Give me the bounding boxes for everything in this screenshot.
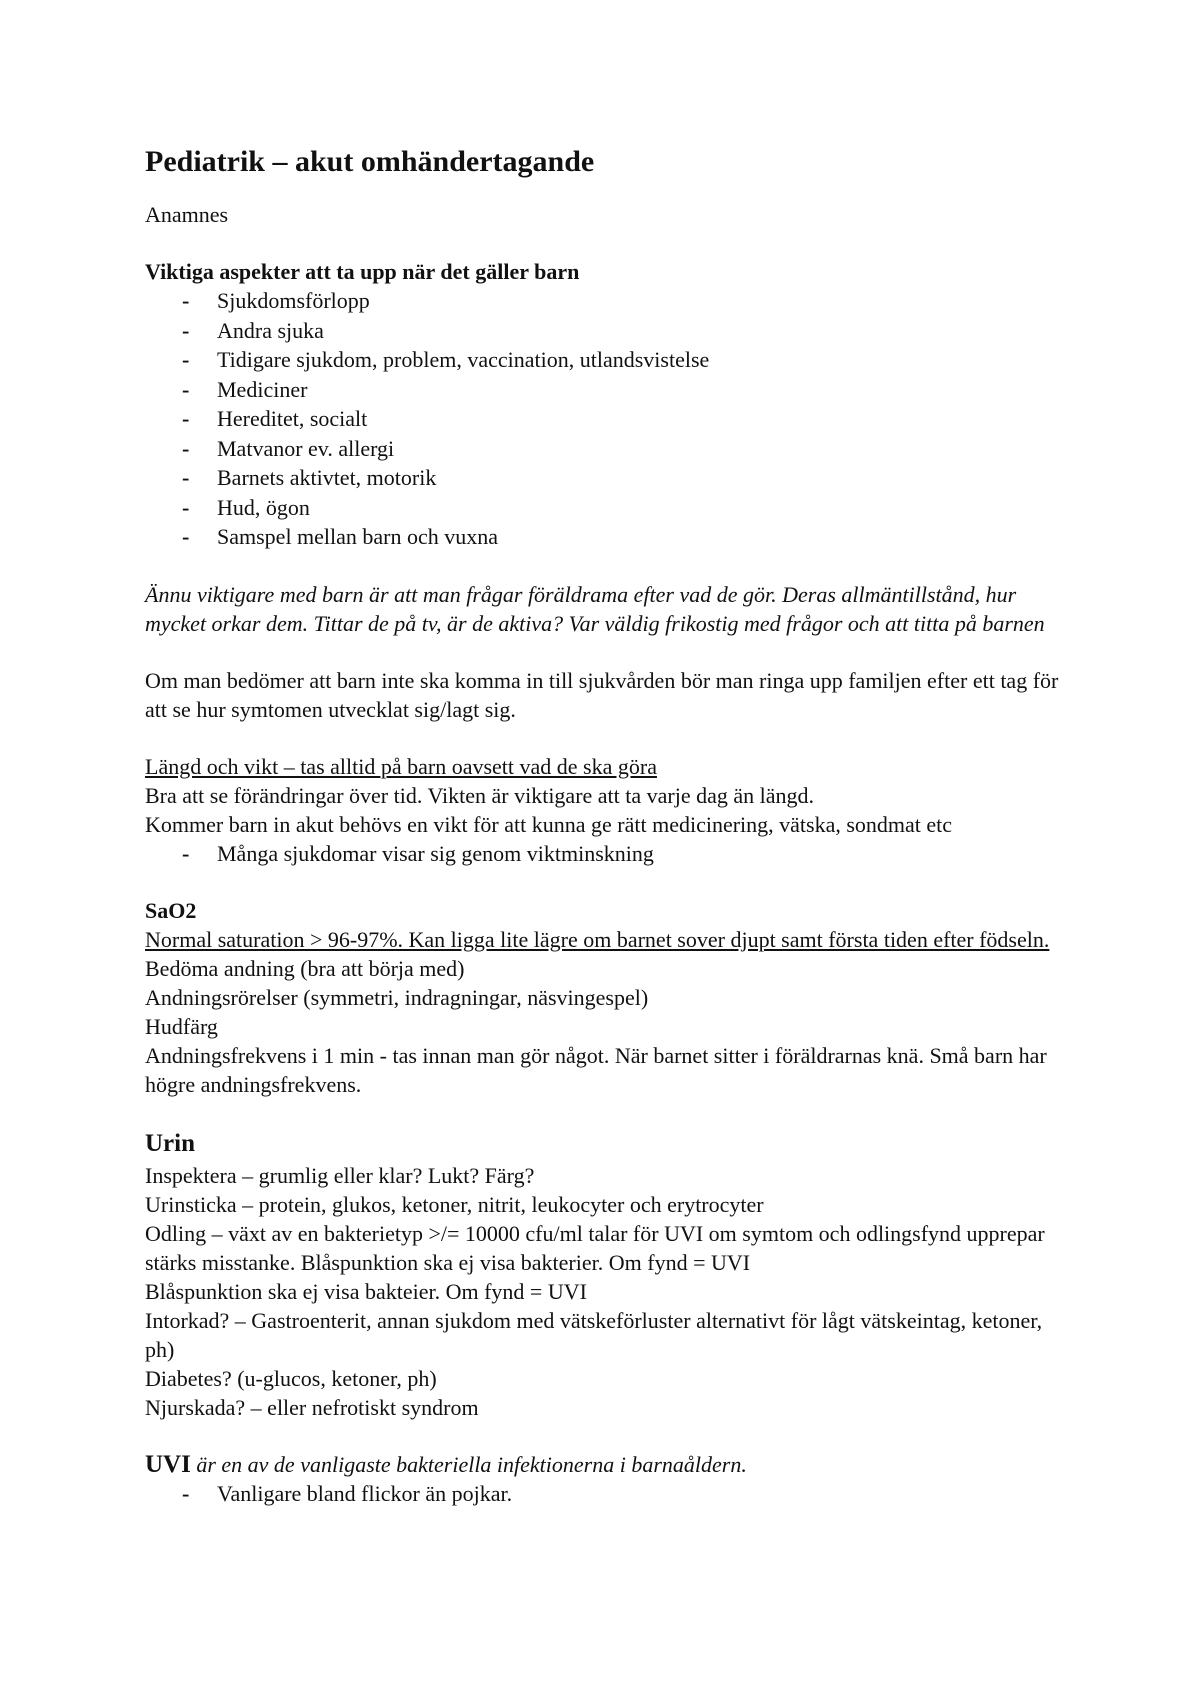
italic-paragraph: Ännu viktigare med barn är att man frågar föräldrama efter vad de gör. Deras allmäntillstånd, hur mycket orkar dem. Tittar de på tv, är de aktiva? Var väldig frikostig med frågor och att titta på barnen bbox=[145, 581, 1045, 636]
uvi-heading: UVI bbox=[145, 1451, 191, 1478]
urin-line: Odling – växt av en bakterietyp >/= 10000 cfu/ml talar för UVI om symtom och odlingsfynd upprepar stärks misstanke. Blåspunktion ska ej visa bakterier. Om fynd = UVI bbox=[145, 1221, 1045, 1275]
urin-line: Njurskada? – eller nefrotiskt syndrom bbox=[145, 1395, 479, 1420]
page-title: Pediatrik – akut omhändertagande bbox=[145, 145, 595, 178]
paragraph-call-family: Om man bedömer att barn inte ska komma in till sjukvården bör man ringa upp familjen efter ett tag för att se hur symtomen utvecklat sig/lagt sig. bbox=[145, 667, 1059, 722]
length-weight-list bbox=[145, 839, 1075, 869]
length-weight-line-2: Kommer barn in akut behövs en vikt för att kunna ge rätt medicinering, vätska, sondmat etc bbox=[145, 811, 953, 837]
list-item: - Samspel mellan barn och vuxna bbox=[145, 522, 1075, 552]
uvi-list bbox=[145, 1479, 1075, 1509]
dash-bullet: - bbox=[182, 317, 190, 343]
sao2-normal-saturation: Normal saturation > 96-97%. Kan ligga lite lägre om barnet sover djupt samt första tiden efter födseln. bbox=[145, 927, 1050, 952]
dash-bullet: - bbox=[182, 406, 190, 431]
uvi-text: är en av de vanligaste bakteriella infektionerna i barnaåldern. bbox=[190, 1452, 747, 1477]
list-item: - Mediciner bbox=[145, 375, 1075, 405]
list-item: - Sjukdomsförlopp bbox=[145, 286, 1075, 316]
length-weight-line-1: Bra att se förändringar över tid. Vikten är viktigare att ta varje dag än längd. bbox=[145, 782, 815, 808]
important-heading: Viktiga aspekter att ta upp när det gäller barn bbox=[145, 259, 580, 284]
document-content bbox=[145, 140, 1075, 1509]
list-item: - Matvanor ev. allergi bbox=[145, 434, 1075, 464]
sao2-line: Andningsrörelser (symmetri, indragningar, näsvingespel) bbox=[145, 985, 649, 1010]
sao2-line: Bedöma andning (bra att börja med) bbox=[145, 956, 465, 981]
dash-bullet: - bbox=[182, 840, 190, 866]
list-item: - Tidigare sjukdom, problem, vaccination, utlandsvistelse bbox=[145, 345, 1075, 375]
urin-line: Urinsticka – protein, glukos, ketoner, nitrit, leukocyter och erytrocyter bbox=[145, 1192, 764, 1217]
urin-line: Inspektera – grumlig eller klar? Lukt? Färg? bbox=[145, 1163, 535, 1188]
urin-heading: Urin bbox=[145, 1130, 195, 1157]
list-item: - Vanligare bland flickor än pojkar. bbox=[145, 1479, 1075, 1509]
list-item: - Många sjukdomar visar sig genom viktminskning bbox=[145, 839, 1075, 869]
list-item: - Andra sjuka bbox=[145, 316, 1075, 346]
dash-bullet: - bbox=[182, 376, 190, 402]
dash-bullet: - bbox=[182, 494, 190, 520]
length-weight-heading: Längd och vikt – tas alltid på barn oavsett vad de ska göra bbox=[145, 753, 657, 779]
list-item: - Barnets aktivtet, motorik bbox=[145, 463, 1075, 493]
sao2-heading: SaO2 bbox=[145, 898, 197, 923]
sao2-line: Hudfärg bbox=[145, 1014, 218, 1039]
dash-bullet: - bbox=[182, 524, 190, 549]
dash-bullet: - bbox=[182, 465, 190, 490]
urin-line: Intorkad? – Gastroenterit, annan sjukdom med vätskeförluster alternativt för lågt vätskeintag, ketoner, ph) bbox=[145, 1308, 1043, 1362]
section-anamnes: Anamnes bbox=[145, 202, 229, 227]
dash-bullet: - bbox=[182, 435, 190, 461]
sao2-line: Andningsfrekvens i 1 min - tas innan man gör något. När barnet sitter i föräldrarnas knä. Små barn har högre andningsfrekvens. bbox=[145, 1043, 1047, 1097]
important-list bbox=[145, 286, 1075, 552]
urin-line: Diabetes? (u-glucos, ketoner, ph) bbox=[145, 1366, 437, 1391]
dash-bullet: - bbox=[182, 347, 190, 372]
list-item: - Hereditet, socialt bbox=[145, 404, 1075, 434]
list-item: - Hud, ögon bbox=[145, 493, 1075, 523]
urin-line: Blåspunktion ska ej visa bakteier. Om fynd = UVI bbox=[145, 1279, 587, 1304]
dash-bullet: - bbox=[182, 288, 190, 313]
dash-bullet: - bbox=[182, 1481, 190, 1506]
uvi-paragraph bbox=[145, 1450, 1075, 1479]
